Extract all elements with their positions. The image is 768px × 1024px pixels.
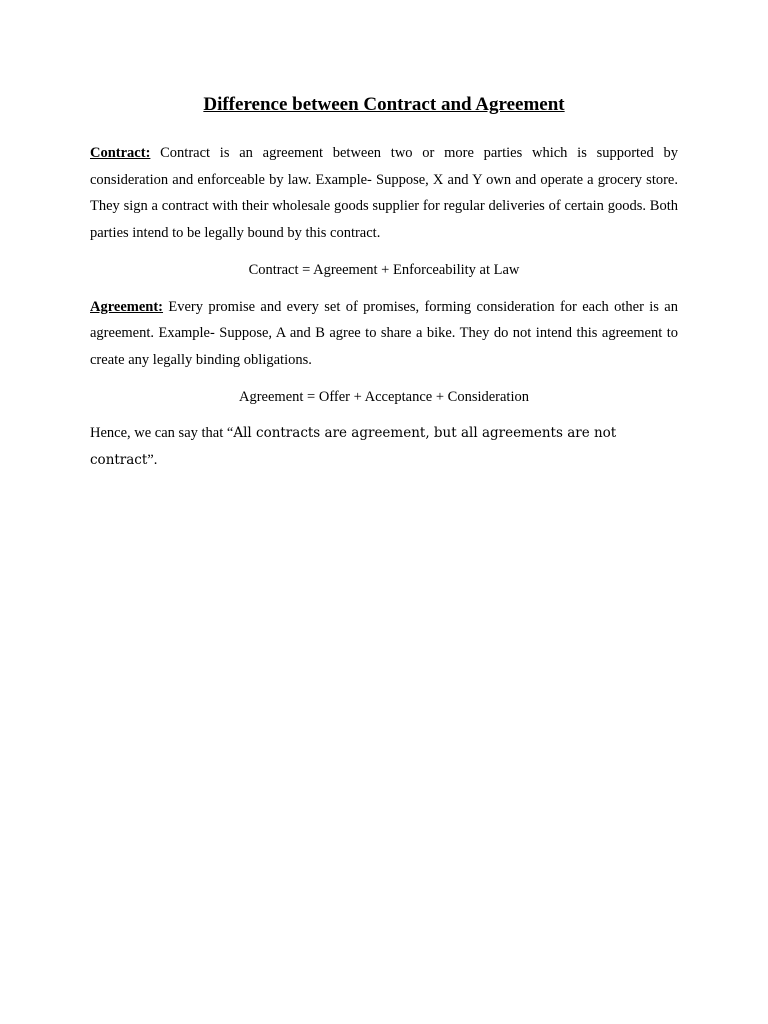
contract-paragraph (90, 140, 678, 247)
agreement-paragraph (90, 294, 678, 374)
agreement-formula: Agreement = Offer + Acceptance + Consideration (239, 388, 529, 405)
document-page (90, 90, 678, 474)
contract-formula: Contract = Agreement + Enforceability at Law (248, 261, 520, 278)
contract-definition: Contract is an agreement between two or more parties which is supported by consideration and enforceable by law. Example- Suppose, X and Y own and operate a grocery store. They sign a contract with their wholesale goods supplier for regular deliveries of certain goods. Both parties intend to be legally bound by this contract. (90, 145, 678, 242)
conclusion-quote: All contracts are agreement, but all agreements are not contract (90, 425, 617, 469)
conclusion-lead: Hence, we can say that “ (90, 425, 234, 442)
conclusion-paragraph (90, 420, 678, 473)
conclusion-tail: ”. (147, 452, 158, 469)
contract-term: Contract: (90, 145, 151, 161)
agreement-definition: Every promise and every set of promises, forming consideration for each other is an agreement. Example- Suppose, A and B agree to share a bike. They do not intend this agreement to create any legally binding obligations. (90, 298, 678, 368)
page-title: Difference between Contract and Agreement (203, 94, 565, 115)
agreement-term: Agreement: (90, 298, 164, 315)
